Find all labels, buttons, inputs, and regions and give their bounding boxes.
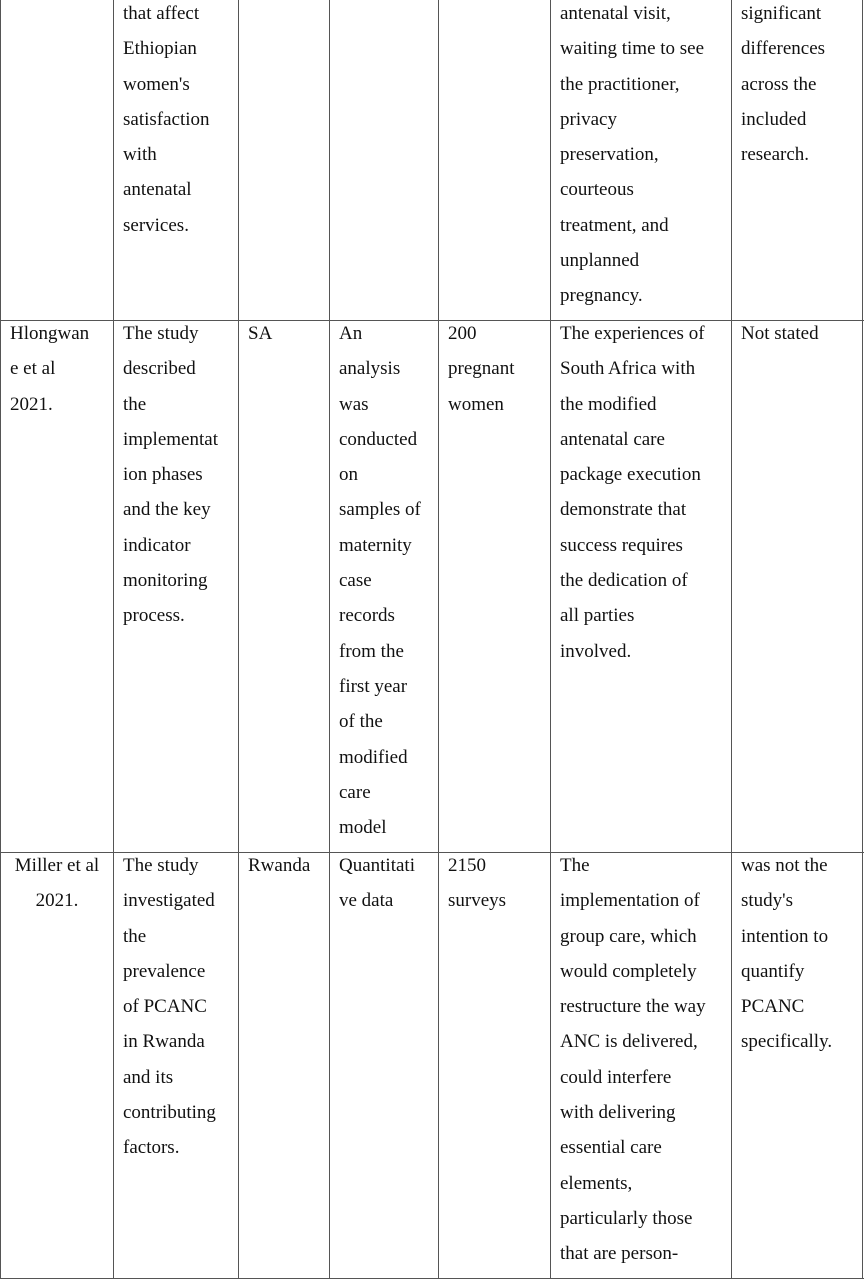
cell-findings: The experiences of South Africa with the modified antenatal care package execution demonstrate that success requires the dedication of all parties involved.	[560, 323, 705, 662]
table-bottom-border	[0, 1278, 864, 1279]
cell-sample: 200 pregnant women	[448, 323, 515, 415]
cell-limitations: Not stated	[741, 323, 819, 344]
cell-sample: 2150 surveys	[448, 855, 507, 912]
cell-design: Quantitati ve data	[339, 855, 415, 912]
cell-design	[330, 0, 438, 320]
cell-limitations: significant differences across the included research.	[741, 3, 826, 166]
column-divider	[862, 0, 863, 1279]
cell-author	[1, 0, 113, 320]
cell-country: Rwanda	[248, 855, 311, 876]
cell-findings: The implementation of group care, which would completely restructure the way ANC is delivered, could interfere with delivering essential care elements, particularly those that are person-	[560, 855, 706, 1265]
cell-author: Hlongwan e et al 2021.	[10, 323, 90, 415]
cell-design: An analysis was conducted on samples of maternity case records from the first year of the modified care model	[339, 323, 421, 839]
cell-findings: antenatal visit, waiting time to see the practitioner, privacy preservation, courteous treatment, and unplanned pregnancy.	[560, 3, 705, 307]
cell-sample	[439, 0, 550, 320]
cell-country: SA	[248, 323, 273, 344]
cell-aim: The study investigated the prevalence of PCANC in Rwanda and its contributing factors.	[123, 855, 216, 1159]
cell-country	[239, 0, 329, 320]
cell-limitations: was not the study's intention to quantify PCANC specifically.	[741, 855, 833, 1053]
cell-aim: that affect Ethiopian women's satisfaction with antenatal services.	[123, 3, 210, 236]
cell-author: Miller et al 2021.	[14, 855, 100, 912]
cell-aim: The study described the implementat ion phases and the key indicator monitoring process.	[123, 323, 218, 627]
